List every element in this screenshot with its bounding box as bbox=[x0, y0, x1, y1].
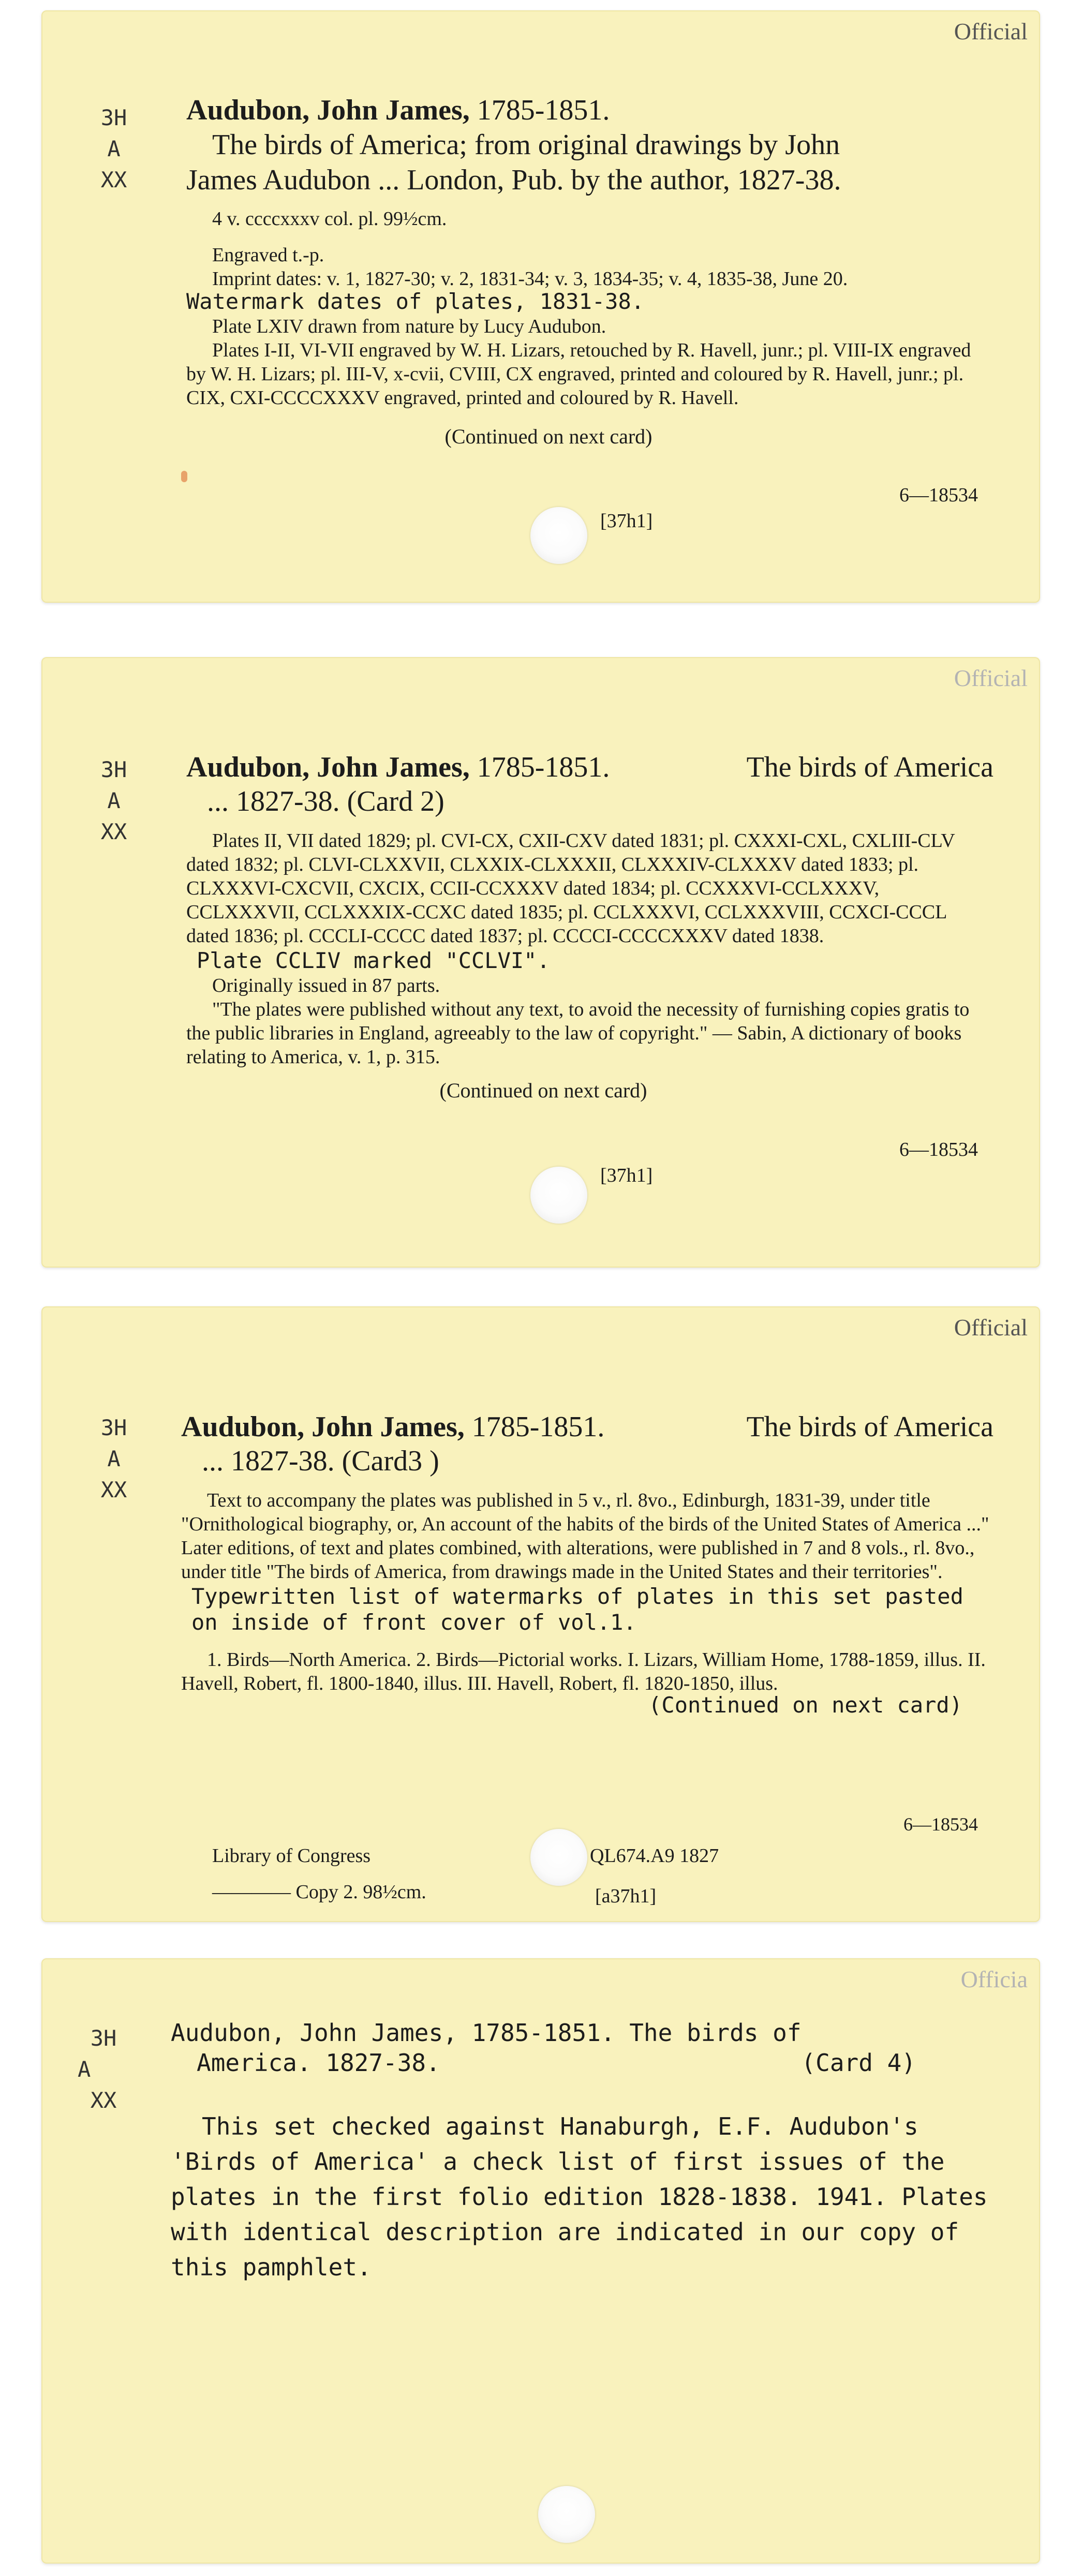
call-number-line: A bbox=[107, 136, 121, 161]
punch-hole bbox=[530, 1167, 587, 1224]
card-body bbox=[186, 750, 993, 1103]
call-number-line: 3H bbox=[100, 105, 127, 130]
title-statement bbox=[186, 127, 993, 198]
author-dates: 1785-1851. bbox=[471, 1411, 605, 1443]
card-code: [37h1] bbox=[600, 1165, 653, 1186]
heading-continuation: ... 1827-38. (Card 2) bbox=[207, 785, 444, 817]
note-text: Text to accompany the plates was published in 5 v., rl. 8vo., Edinburgh, 1831-39, under title "Ornithological biography, or, An account of the habits of the birds of the United States of America ..." Later editions, of text and plates combined, with alterations, were published in 7 and 8 vols., rl. 8vo., under title "The birds of America, from drawings made in the United States and their territories". bbox=[181, 1490, 989, 1583]
card-code: [37h1] bbox=[600, 510, 653, 532]
official-stamp: Official bbox=[954, 18, 1028, 44]
call-number-line: A bbox=[107, 788, 121, 813]
note-plates: Plates I-II, VI-VII engraved by W. H. Lizars, retouched by R. Havell, junr.; pl. VIII-IX engraved by W. H. Lizars; pl. III-V, x-cvii, CVIII, CX engraved, printed and coloured by R. Havell, junr.; pl. CIX, CXI-CCCCXXXV engraved, printed and coloured by R. Havell. bbox=[186, 339, 971, 409]
card-number: 6—18534 bbox=[903, 1814, 978, 1835]
punch-hole bbox=[530, 1829, 587, 1886]
author-name: Audubon, John James, bbox=[181, 1411, 465, 1443]
author-name: Audubon, John James, bbox=[186, 94, 470, 126]
official-stamp: Official bbox=[954, 1314, 1028, 1341]
short-title: The birds of America bbox=[746, 1411, 993, 1443]
call-number-line: XX bbox=[100, 1477, 127, 1502]
typed-continued-note: (Continued on next card) bbox=[648, 1692, 962, 1718]
official-stamp: Officia bbox=[960, 1966, 1028, 1992]
call-number-line: XX bbox=[100, 819, 127, 844]
continued-note: (Continued on next card) bbox=[444, 425, 652, 448]
catalog-card-3 bbox=[41, 1306, 1040, 1922]
card-body bbox=[186, 93, 993, 449]
subject-tracings: 1. Birds—North America. 2. Birds—Pictorial works. I. Lizars, William Home, 1788-1859, illus. II. Havell, Robert, fl. 1800-1840, illus. III. Havell, Robert, fl. 1820-1850, illus. bbox=[181, 1649, 986, 1694]
note-parts: Originally issued in 87 parts. bbox=[212, 975, 440, 996]
punch-hole bbox=[538, 2486, 595, 2543]
note-quote: "The plates were published without any text, to avoid the necessity of furnishing copies gratis to the public libraries in England, agreeably to the law of copyright." — Sabin, A dictionary of books relating to America, v. 1, p. 315. bbox=[186, 999, 970, 1068]
heading-title-cont: America. 1827-38. bbox=[197, 2049, 440, 2077]
card-label: (Card 4) bbox=[801, 2049, 916, 2077]
copy-note: ———— Copy 2. 98½cm. bbox=[212, 1881, 426, 1903]
lc-call-number: QL674.A9 1827 bbox=[590, 1845, 719, 1867]
card-number: 6—18534 bbox=[899, 1139, 978, 1160]
official-stamp: Official bbox=[954, 665, 1028, 691]
catalog-card-2 bbox=[41, 657, 1040, 1268]
catalog-card-1 bbox=[41, 10, 1040, 603]
card-code: [a37h1] bbox=[595, 1885, 657, 1907]
checklist-note: This set checked against Hanaburgh, E.F. Audubon's 'Birds of America' a check list of first issues of the plates in the first folio edition 1828-1838. 1941. Plates with identical description are indicated in our copy of this pamphlet. bbox=[171, 2112, 988, 2281]
typed-watermark-note: Watermark dates of plates, 1831-38. bbox=[186, 289, 645, 314]
typed-watermark-list-note: Typewritten list of watermarks of plates in this set pasted on inside of front cover of vol.1. bbox=[191, 1584, 963, 1635]
main-entry bbox=[181, 1410, 993, 1444]
heading-continuation: ... 1827-38. (Card3 ) bbox=[202, 1445, 439, 1477]
title-line: The birds of America; from original drawings by John bbox=[212, 129, 840, 161]
call-number-line: 3H bbox=[100, 757, 127, 782]
note-imprint: Imprint dates: v. 1, 1827-30; v. 2, 1831-34; v. 3, 1834-35; v. 4, 1835-38, June 20. bbox=[212, 268, 848, 290]
main-entry: Audubon, John James, 1785-1851. The birds of bbox=[171, 2019, 802, 2047]
card-body bbox=[171, 2018, 1009, 2285]
punch-hole bbox=[530, 507, 587, 564]
card-number: 6—18534 bbox=[899, 484, 978, 506]
catalog-card-4 bbox=[41, 1958, 1040, 2564]
call-number bbox=[72, 2023, 135, 2116]
continued-note: (Continued on next card) bbox=[439, 1079, 647, 1102]
note-engraved: Engraved t.-p. bbox=[212, 244, 324, 266]
call-number bbox=[83, 754, 145, 847]
library-name: Library of Congress bbox=[212, 1845, 371, 1867]
note-plate-lxiv: Plate LXIV drawn from nature by Lucy Audubon. bbox=[212, 316, 606, 337]
call-number-line: A bbox=[107, 1446, 121, 1471]
short-title: The birds of America bbox=[746, 751, 993, 783]
typed-plate-note: Plate CCLIV marked "CCLVI". bbox=[197, 948, 550, 973]
ink-mark bbox=[181, 471, 187, 482]
note-plate-dates: Plates II, VII dated 1829; pl. CVI-CX, CXII-CXV dated 1831; pl. CXXXI-CXL, CXLIII-CLV dated 1832; pl. CLVI-CLXXVII, CLXXIX-CLXXXII, CLXXXIV-CLXXXV dated 1833; pl. CLXXXVI-CXCVII, CXCIX, CCII-CCXXXV dated 1834; pl. CCXXXVI-CCLXXXV, CCLXXXVII, CCLXXXIX-CCXC dated 1835; pl. CCLXXXVI, CCLXXXVIII, CCXCI-CCCL dated 1836; pl. CCCLI-CCCC dated 1837; pl. CCCCI-CCCCXXXV dated 1838. bbox=[186, 830, 955, 947]
main-entry bbox=[186, 93, 993, 127]
author-dates: 1785-1851. bbox=[477, 751, 610, 783]
collation: 4 v. ccccxxxv col. pl. 99½cm. bbox=[212, 208, 447, 230]
call-number-line: 3H bbox=[100, 1415, 127, 1440]
title-line: James Audubon ... London, Pub. by the author, 1827-38. bbox=[186, 164, 841, 196]
call-number-line: XX bbox=[100, 167, 127, 192]
call-number bbox=[83, 1412, 145, 1506]
call-number-line: XX bbox=[90, 2088, 117, 2113]
card-body bbox=[181, 1410, 993, 1718]
call-number-line: 3H bbox=[90, 2026, 117, 2051]
author-dates: 1785-1851. bbox=[477, 94, 610, 126]
author-name: Audubon, John James, bbox=[186, 751, 470, 783]
main-entry bbox=[186, 750, 993, 784]
call-number bbox=[83, 102, 145, 196]
heading-continuation bbox=[171, 2048, 1009, 2078]
call-number-line: A bbox=[78, 2057, 91, 2082]
